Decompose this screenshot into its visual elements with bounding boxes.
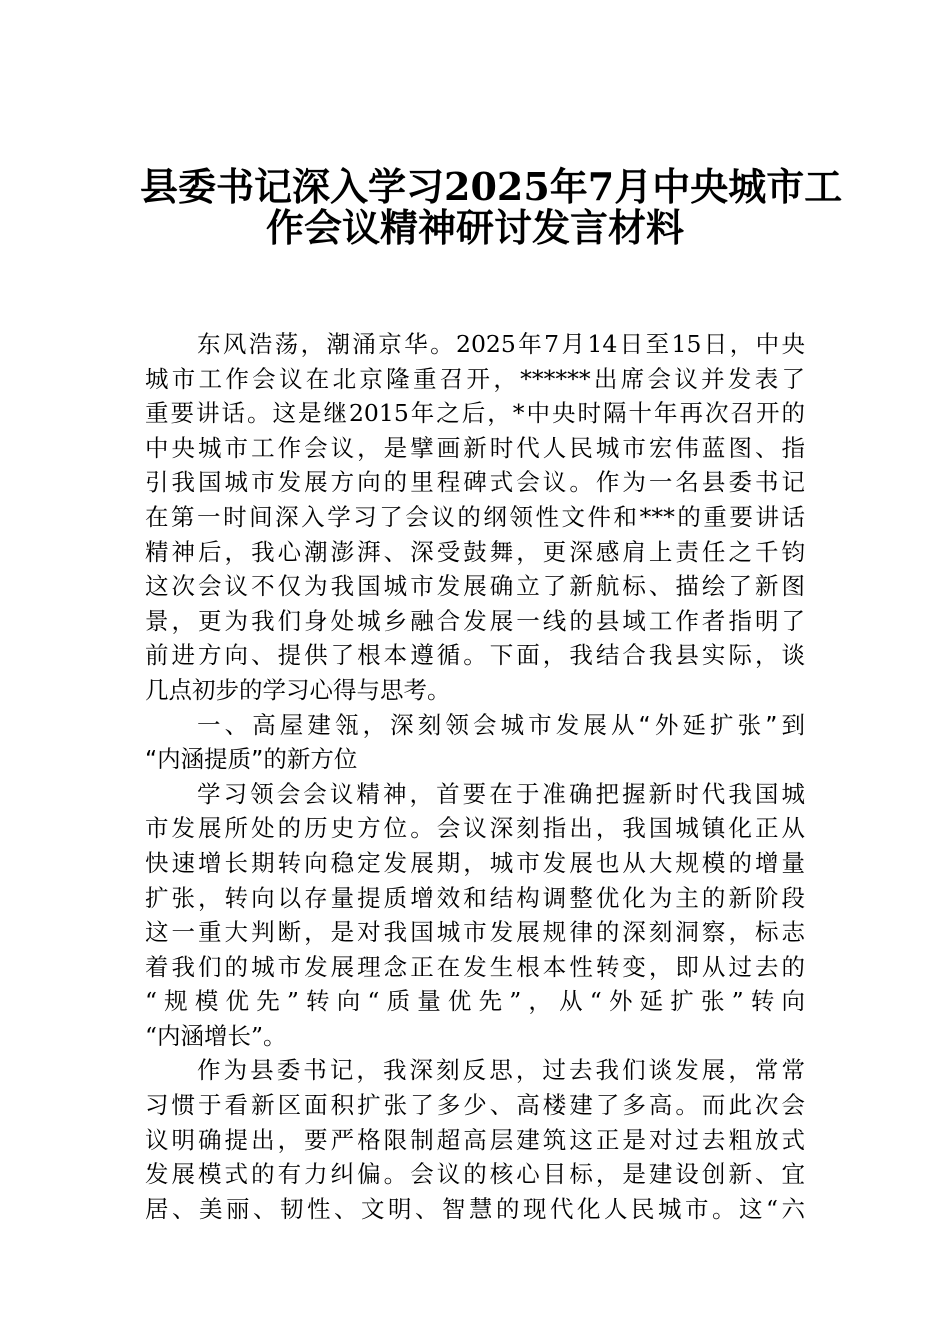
text-line: “规模优先”转向“质量优先”，从“外延扩张”转向 [145, 987, 805, 1016]
document-title-line-2: 作会议精神研讨发言材料 [265, 205, 684, 250]
text-line: 东风浩荡，潮涌京华。2025年7月14日至15日，中央 [197, 330, 805, 358]
text-line: 快速增长期转向稳定发展期，城市发展也从大规模的增量 [145, 848, 805, 877]
heading-line: 一、高屋建瓴，深刻领会城市发展从“外延扩张”到 [197, 710, 805, 739]
text-line: 议明确提出，要严格限制超高层建筑这正是对过去粗放式 [145, 1125, 805, 1154]
heading-line: “内涵提质”的新方位 [145, 745, 358, 774]
text-line: 前进方向、提供了根本遵循。下面，我结合我县实际，谈 [145, 641, 805, 670]
text-line: 在第一时间深入学习了会议的纲领性文件和***的重要讲话 [145, 502, 805, 531]
text-line: 作为县委书记，我深刻反思，过去我们谈发展，常常 [197, 1056, 805, 1085]
text-line: 学习领会会议精神，首要在于准确把握新时代我国城 [197, 779, 805, 808]
paragraph-intro [145, 327, 805, 708]
text-line: 景，更为我们身处城乡融合发展一线的县域工作者指明了 [145, 606, 805, 635]
document-body [145, 327, 805, 1226]
text-line: 市发展所处的历史方位。会议深刻指出，我国城镇化正从 [145, 814, 805, 843]
text-line: 扩张，转向以存量提质增效和结构调整优化为主的新阶段 [145, 883, 805, 912]
text-line: 中央城市工作会议，是擘画新时代人民城市宏伟蓝图、指 [145, 433, 805, 462]
text-line: 这一重大判断，是对我国城市发展规律的深刻洞察，标志 [145, 918, 805, 947]
text-line: 城市工作会议在北京隆重召开，******出席会议并发表了 [145, 364, 805, 393]
text-line: 着我们的城市发展理念正在发生根本性转变，即从过去的 [145, 952, 805, 981]
text-line: 几点初步的学习心得与思考。 [145, 675, 451, 704]
section-heading-1 [145, 708, 805, 777]
document-title-line-1: 县委书记深入学习2025年7月中央城市工 [140, 164, 843, 209]
text-line: 引我国城市发展方向的里程碑式会议。作为一名县委书记 [145, 468, 805, 497]
text-line: 习惯于看新区面积扩张了多少、高楼建了多高。而此次会 [145, 1091, 805, 1120]
text-line: 发展模式的有力纠偏。会议的核心目标，是建设创新、宜 [145, 1160, 805, 1189]
text-line: “内涵增长”。 [145, 1021, 287, 1050]
text-line: 居、美丽、韧性、文明、智慧的现代化人民城市。这“六 [145, 1194, 805, 1223]
text-line: 这次会议不仅为我国城市发展确立了新航标、描绘了新图 [145, 572, 805, 601]
paragraph-historic-position [145, 777, 805, 1054]
text-line: 精神后，我心潮澎湃、深受鼓舞，更深感肩上责任之千钧 [145, 537, 805, 566]
paragraph-reflection [145, 1053, 805, 1226]
text-line: 重要讲话。这是继2015年之后，*中央时隔十年再次召开的 [145, 399, 805, 428]
